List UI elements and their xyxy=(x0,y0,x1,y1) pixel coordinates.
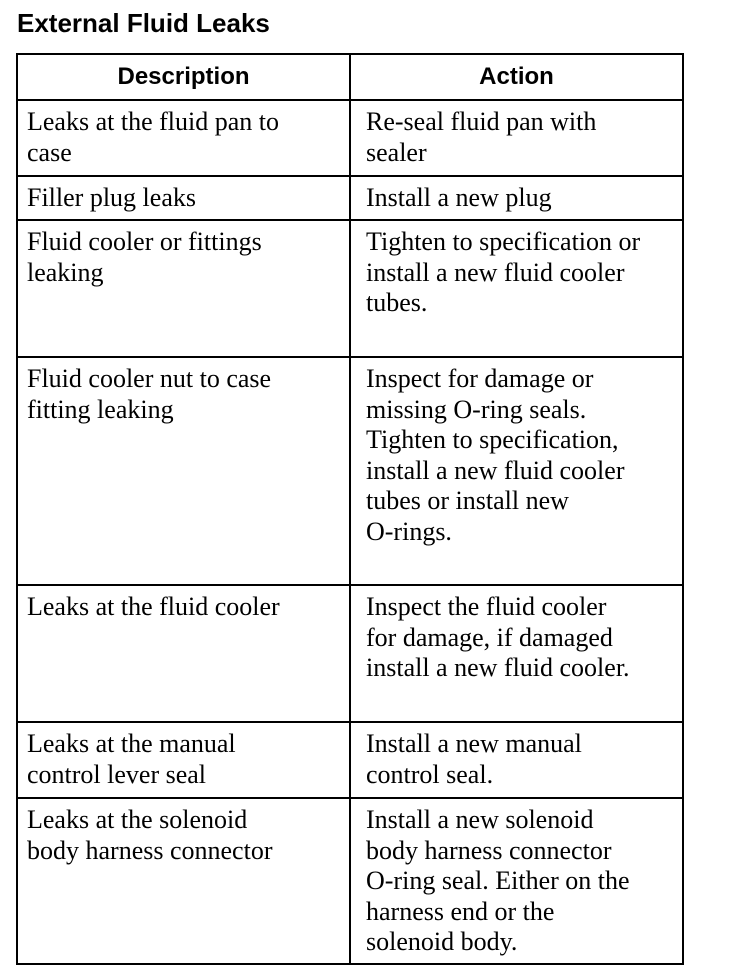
action-text: Re-seal fluid pan with sealer xyxy=(366,107,597,167)
table-row xyxy=(17,585,683,722)
description-cell xyxy=(17,722,350,798)
description-text: Leaks at the manual control lever seal xyxy=(27,729,236,789)
action-cell xyxy=(350,100,683,176)
action-cell xyxy=(350,220,683,357)
table-header-row xyxy=(17,54,683,100)
action-text: Tighten to specification or install a new fluid cooler tubes. xyxy=(366,227,641,317)
page-title: External Fluid Leaks xyxy=(17,8,270,38)
action-cell xyxy=(350,798,683,964)
description-text: Leaks at the fluid cooler xyxy=(27,592,280,621)
table-row xyxy=(17,220,683,357)
description-cell xyxy=(17,357,350,585)
table-row xyxy=(17,798,683,964)
description-cell xyxy=(17,100,350,176)
table-row xyxy=(17,357,683,585)
column-header-description: Description xyxy=(17,54,350,100)
description-text: Fluid cooler nut to case fitting leaking xyxy=(27,364,272,424)
action-text: Inspect the fluid cooler for damage, if damaged install a new fluid cooler. xyxy=(366,592,630,682)
description-cell xyxy=(17,798,350,964)
fluid-leaks-table xyxy=(16,53,684,965)
action-text: Install a new manual control seal. xyxy=(366,729,582,789)
table-row xyxy=(17,722,683,798)
description-text: Filler plug leaks xyxy=(27,183,196,212)
description-text: Fluid cooler or fittings leaking xyxy=(27,227,262,287)
description-cell xyxy=(17,220,350,357)
action-text: Inspect for damage or missing O-ring seals. Tighten to specification, install a new fluid cooler tubes or install new O-rings. xyxy=(366,364,625,546)
table-row xyxy=(17,176,683,220)
action-text: Install a new solenoid body harness connector O-ring seal. Either on the harness end or the solenoid body. xyxy=(366,805,630,956)
action-cell xyxy=(350,357,683,585)
description-text: Leaks at the solenoid body harness connector xyxy=(27,805,273,865)
action-cell xyxy=(350,585,683,722)
column-header-action: Action xyxy=(350,54,683,100)
action-cell xyxy=(350,176,683,220)
description-cell xyxy=(17,176,350,220)
description-cell xyxy=(17,585,350,722)
description-text: Leaks at the fluid pan to case xyxy=(27,107,279,167)
table-row xyxy=(17,100,683,176)
action-cell xyxy=(350,722,683,798)
action-text: Install a new plug xyxy=(366,183,552,212)
